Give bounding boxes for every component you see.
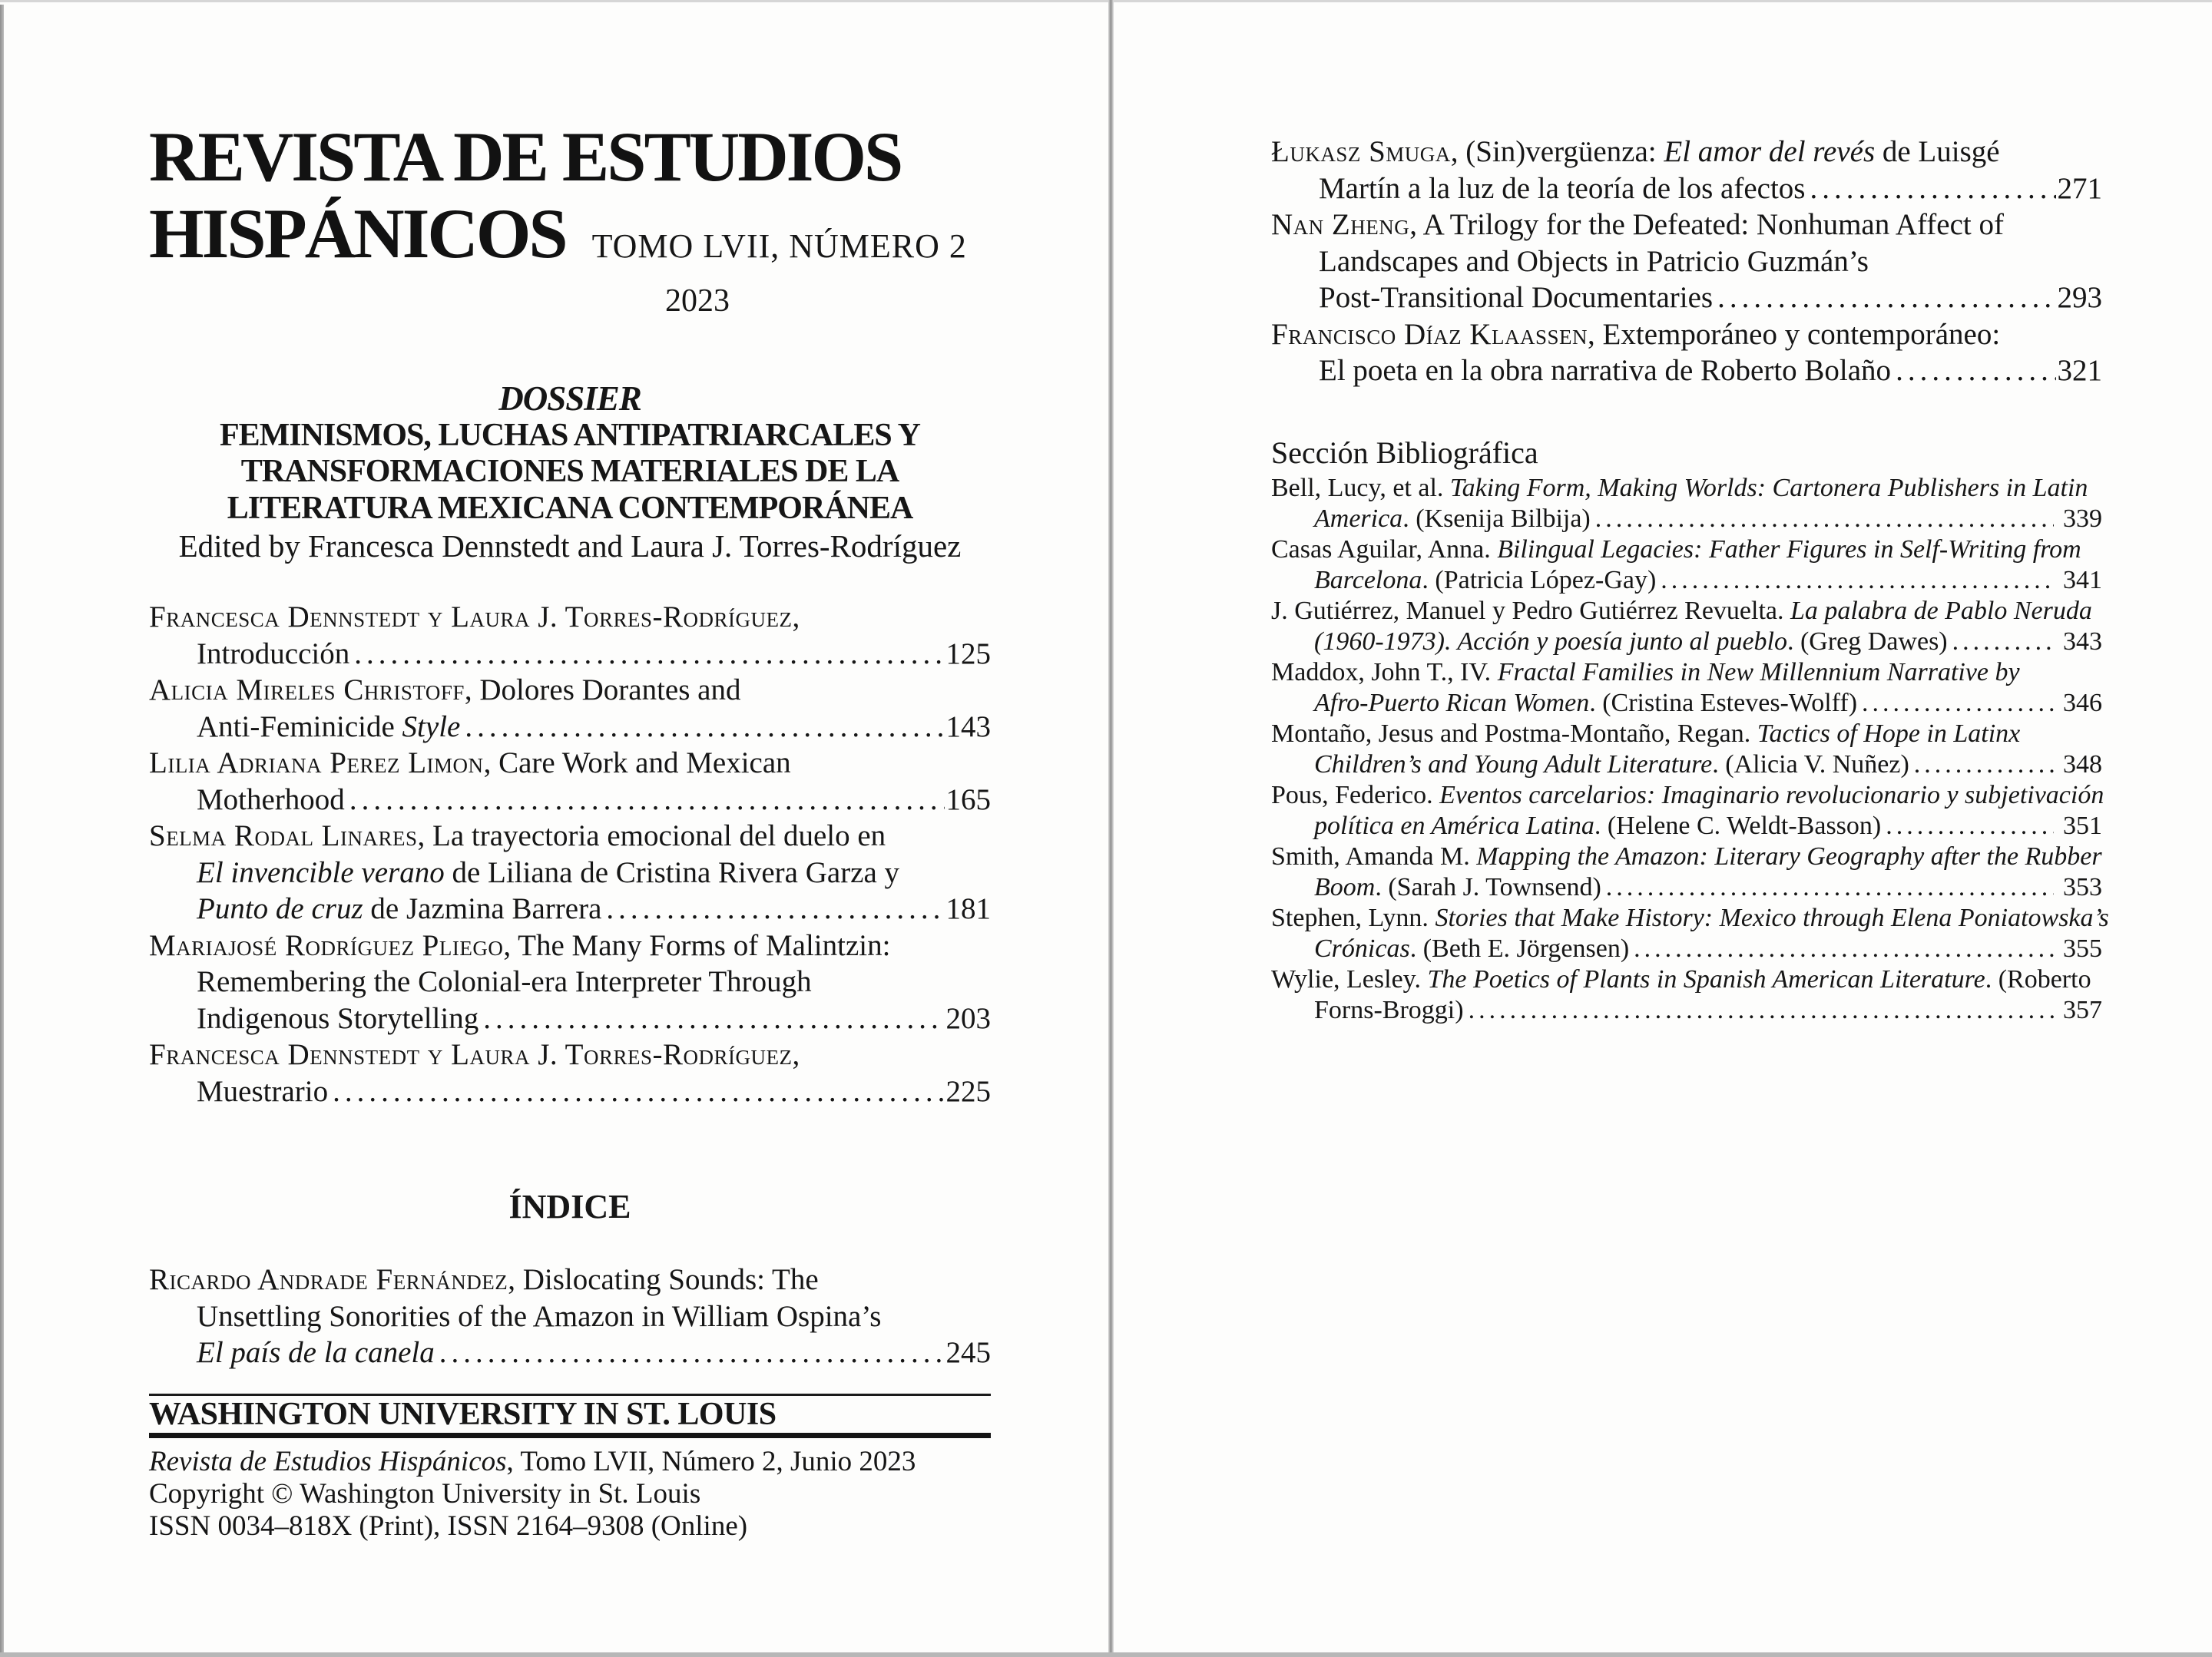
toc-line-text: Boom. (Sarah J. Townsend)	[1314, 873, 1601, 901]
toc-line	[1271, 243, 2102, 280]
masthead	[149, 118, 991, 319]
toc-line	[149, 1000, 991, 1037]
toc-entry	[149, 1037, 991, 1110]
dot-leader	[1717, 279, 2055, 316]
toc-line-text: Alicia Mireles Christoff, Dolores Dorantes and	[149, 673, 741, 706]
toc-line-text: Pous, Federico. Eventos carcelarios: Imaginario revolucionario y subjetivación	[1271, 781, 2104, 809]
toc-line-text: Francesca Dennstedt y Laura J. Torres-Rodríguez,	[149, 1038, 800, 1071]
toc-line	[149, 1262, 991, 1298]
toc-line-text: El país de la canela	[197, 1336, 435, 1369]
toc-entry	[1271, 780, 2102, 842]
dot-leader	[1810, 170, 2055, 207]
toc-entry	[149, 745, 991, 818]
toc-line	[1271, 352, 2102, 389]
toc-line-text: Łukasz Smuga, (Sin)vergüenza: El amor del revés de Luisgé	[1271, 135, 2000, 168]
toc-line-text: Bell, Lucy, et al. Taking Form, Making Worlds: Cartonera Publishers in Latin	[1271, 474, 2088, 502]
toc-line	[1271, 473, 2102, 504]
page-number: 321	[2057, 354, 2102, 387]
left-page	[4, 0, 1108, 1652]
dot-leader	[1595, 504, 2054, 534]
page-number: 341	[2063, 566, 2102, 594]
toc-line-text: Barcelona. (Patricia López-Gay)	[1314, 566, 1657, 594]
colophon-copyright: Copyright © Washington University in St. Louis	[149, 1478, 701, 1510]
toc-line	[1271, 749, 2102, 780]
dossier-editors: Edited by Francesca Dennstedt and Laura J. Torres-Rodríguez	[178, 528, 962, 564]
dossier-title-line: LITERATURA MEXICANA CONTEMPORÁNEA	[227, 490, 913, 526]
page-number: 143	[945, 709, 991, 743]
colophon-issue-info: , Tomo LVII, Número 2, Junio 2023	[506, 1446, 916, 1477]
volume-info: TOMO LVII, NÚMERO 2	[591, 227, 967, 265]
toc-line	[149, 1298, 991, 1335]
toc-line	[1271, 627, 2102, 657]
toc-entry	[149, 1262, 991, 1371]
dot-leader	[1896, 352, 2055, 389]
page-number: 271	[2057, 171, 2102, 205]
toc-line-text: Remembering the Colonial-era Interpreter Through	[197, 965, 812, 998]
toc-line-text: Punto de cruz de Jazmina Barrera	[197, 892, 602, 925]
indice-toc-list	[149, 1262, 991, 1371]
articles-toc-list	[1271, 134, 2102, 389]
toc-line	[1271, 934, 2102, 964]
toc-line-text: El poeta en la obra narrativa de Roberto Bolaño	[1319, 354, 1892, 387]
toc-line-text: Post-Transitional Documentaries	[1319, 281, 1714, 314]
toc-line	[1271, 872, 2102, 903]
toc-line-text: Montaño, Jesus and Postma-Montaño, Regan. Tactics of Hope in Latinx	[1271, 719, 2021, 748]
toc-line	[1271, 657, 2102, 688]
toc-line	[1271, 688, 2102, 719]
dossier-title-line: FEMINISMOS, LUCHAS ANTIPATRIARCALES Y	[219, 417, 921, 453]
toc-line-text: Francisco Díaz Klaassen, Extemporáneo y contemporáneo:	[1271, 317, 2001, 351]
toc-line	[1271, 170, 2102, 207]
journal-title-line1: REVISTA DE ESTUDIOS	[149, 117, 902, 196]
toc-entry	[149, 599, 991, 672]
toc-line-text: Forns-Broggi)	[1314, 996, 1464, 1024]
page-number: 357	[2063, 996, 2102, 1024]
toc-line	[1271, 964, 2102, 995]
toc-line-text: Stephen, Lynn. Stories that Make History: Mexico through Elena Poniatowska’s	[1271, 904, 2109, 932]
page-number: 343	[2063, 627, 2102, 656]
dot-leader	[483, 1000, 944, 1037]
toc-line-text: Wylie, Lesley. The Poetics of Plants in Spanish American Literature. (Roberto	[1271, 965, 2091, 994]
page-number: 346	[2063, 689, 2102, 717]
dot-leader	[439, 1335, 945, 1371]
toc-entry	[149, 672, 991, 745]
page-number: 351	[2063, 812, 2102, 840]
dossier-heading	[149, 381, 991, 565]
dot-leader	[349, 782, 945, 819]
toc-line	[1271, 596, 2102, 627]
toc-line-text: Maddox, John T., IV. Fractal Families in New Millennium Narrative by	[1271, 658, 2020, 686]
dot-leader	[1862, 688, 2054, 719]
dossier-label: DOSSIER	[498, 379, 641, 418]
toc-line	[149, 636, 991, 673]
dot-leader	[1634, 934, 2054, 964]
toc-entry	[149, 928, 991, 1037]
colophon-journal-name: Revista de Estudios Hispánicos	[149, 1446, 507, 1477]
page-number: 203	[945, 1001, 991, 1035]
toc-line-text: Selma Rodal Linares, La trayectoria emocional del duelo en	[149, 819, 886, 852]
toc-line	[1271, 995, 2102, 1026]
toc-line	[1271, 134, 2102, 170]
toc-line	[149, 782, 991, 819]
toc-line	[1271, 719, 2102, 749]
page-number: 181	[945, 892, 991, 925]
toc-entry	[1271, 316, 2102, 389]
colophon	[149, 1394, 991, 1543]
toc-line-text: Smith, Amanda M. Mapping the Amazon: Literary Geography after the Rubber	[1271, 842, 2102, 871]
dot-leader	[1661, 565, 2054, 596]
toc-entry	[1271, 842, 2102, 903]
toc-line	[149, 964, 991, 1000]
toc-line	[149, 745, 991, 782]
dot-leader	[354, 636, 944, 673]
toc-line	[1271, 504, 2102, 534]
institution-name: WASHINGTON UNIVERSITY IN ST. LOUIS	[149, 1397, 777, 1432]
toc-entry	[1271, 964, 2102, 1026]
page-number: 293	[2057, 281, 2102, 314]
toc-line-text: El invencible verano de Liliana de Cristina Rivera Garza y	[197, 855, 900, 889]
toc-line	[1271, 534, 2102, 565]
toc-line	[149, 599, 991, 636]
toc-line-text: política en América Latina. (Helene C. Weldt-Basson)	[1314, 812, 1882, 840]
toc-line-text: Unsettling Sonorities of the Amazon in William Ospina’s	[197, 1299, 882, 1333]
toc-line-text: Ricardo Andrade Fernández, Dislocating Sounds: The	[149, 1263, 819, 1296]
toc-line-text: Landscapes and Objects in Patricio Guzmán’s	[1319, 244, 1869, 278]
toc-entry	[1271, 719, 2102, 780]
page-number: 339	[2063, 504, 2102, 533]
toc-line-text: Crónicas. (Beth E. Jörgensen)	[1314, 934, 1630, 963]
toc-entry	[1271, 534, 2102, 596]
page-number: 225	[945, 1074, 991, 1108]
issue-year: 2023	[665, 283, 730, 319]
toc-line	[149, 709, 991, 746]
toc-entry	[1271, 596, 2102, 657]
toc-line-text: J. Gutiérrez, Manuel y Pedro Gutiérrez Revuelta. La palabra de Pablo Neruda	[1271, 597, 2092, 625]
toc-line	[149, 672, 991, 709]
page-number: 348	[2063, 750, 2102, 779]
toc-entry	[1271, 473, 2102, 534]
journal-title-line2: HISPÁNICOS	[149, 194, 566, 273]
toc-entry	[149, 818, 991, 928]
toc-line	[1271, 279, 2102, 316]
rule-thick	[149, 1433, 991, 1438]
dot-leader	[1886, 811, 2054, 842]
dot-leader	[1469, 995, 2054, 1026]
toc-line	[149, 818, 991, 855]
toc-line	[1271, 842, 2102, 872]
colophon-issn: ISSN 0034–818X (Print), ISSN 2164–9308 (Online)	[149, 1510, 748, 1542]
toc-entry	[1271, 657, 2102, 719]
toc-line	[149, 1037, 991, 1073]
dossier-toc-list	[149, 599, 991, 1110]
toc-line-text: Casas Aguilar, Anna. Bilingual Legacies: Father Figures in Self-Writing from	[1271, 535, 2081, 564]
toc-line-text: Mariajosé Rodríguez Pliego, The Many Forms of Malintzin:	[149, 928, 891, 962]
toc-line	[1271, 903, 2109, 934]
dot-leader	[1914, 749, 2054, 780]
dot-leader	[1952, 627, 2054, 657]
scan-edge-bottom	[0, 1652, 2212, 1657]
toc-line-text: Children’s and Young Adult Literature. (Alicia V. Nuñez)	[1314, 750, 1909, 779]
toc-entry	[1271, 134, 2102, 207]
toc-line-text: Francesca Dennstedt y Laura J. Torres-Rodríguez,	[149, 600, 800, 633]
page-number: 125	[945, 637, 991, 670]
dot-leader	[465, 709, 944, 746]
toc-line-text: Motherhood	[197, 782, 345, 816]
dot-leader	[333, 1073, 944, 1110]
toc-line-text: Martín a la luz de la teoría de los afectos	[1319, 171, 1806, 205]
toc-line-text: Anti-Feminicide Style	[197, 709, 461, 743]
toc-line-text: America. (Ksenija Bilbija)	[1314, 504, 1591, 533]
page-gutter	[1108, 0, 1114, 1652]
toc-line	[1271, 565, 2102, 596]
page-number: 355	[2063, 934, 2102, 963]
toc-line-text: Nan Zheng, A Trilogy for the Defeated: Nonhuman Affect of	[1271, 208, 2004, 241]
dot-leader	[606, 891, 944, 928]
toc-line	[1271, 811, 2102, 842]
dossier-title-line: TRANSFORMACIONES MATERIALES DE LA	[240, 454, 899, 489]
colophon-issue-line	[149, 1446, 991, 1478]
toc-line-text: Lilia Adriana Perez Limon, Care Work and Mexican	[149, 746, 791, 779]
page-number: 245	[945, 1336, 991, 1369]
toc-entry	[1271, 207, 2102, 316]
right-page	[1114, 0, 2212, 1652]
toc-line-text: Afro-Puerto Rican Women. (Cristina Esteves-Wolff)	[1314, 689, 1858, 717]
toc-line	[149, 891, 991, 928]
biblio-section-heading: Sección Bibliográfica	[1271, 435, 1538, 470]
toc-line	[1271, 316, 2102, 353]
toc-line-text: Indigenous Storytelling	[197, 1001, 479, 1035]
page-number: 165	[945, 782, 991, 816]
toc-entry	[1271, 903, 2109, 964]
toc-line-text: Introducción	[197, 637, 350, 670]
biblio-toc-list	[1271, 473, 2109, 1026]
toc-line	[1271, 780, 2102, 811]
toc-line-text: (1960-1973). Acción y poesía junto al pueblo. (Greg Dawes)	[1314, 627, 1948, 656]
toc-line-text: Muestrario	[197, 1074, 329, 1108]
toc-line	[1271, 207, 2102, 243]
toc-line	[149, 928, 991, 964]
toc-line	[149, 1073, 991, 1110]
dot-leader	[1606, 872, 2054, 903]
indice-heading: ÍNDICE	[508, 1188, 631, 1225]
page-number: 353	[2063, 873, 2102, 901]
toc-line	[149, 1335, 991, 1371]
toc-line	[149, 855, 991, 891]
